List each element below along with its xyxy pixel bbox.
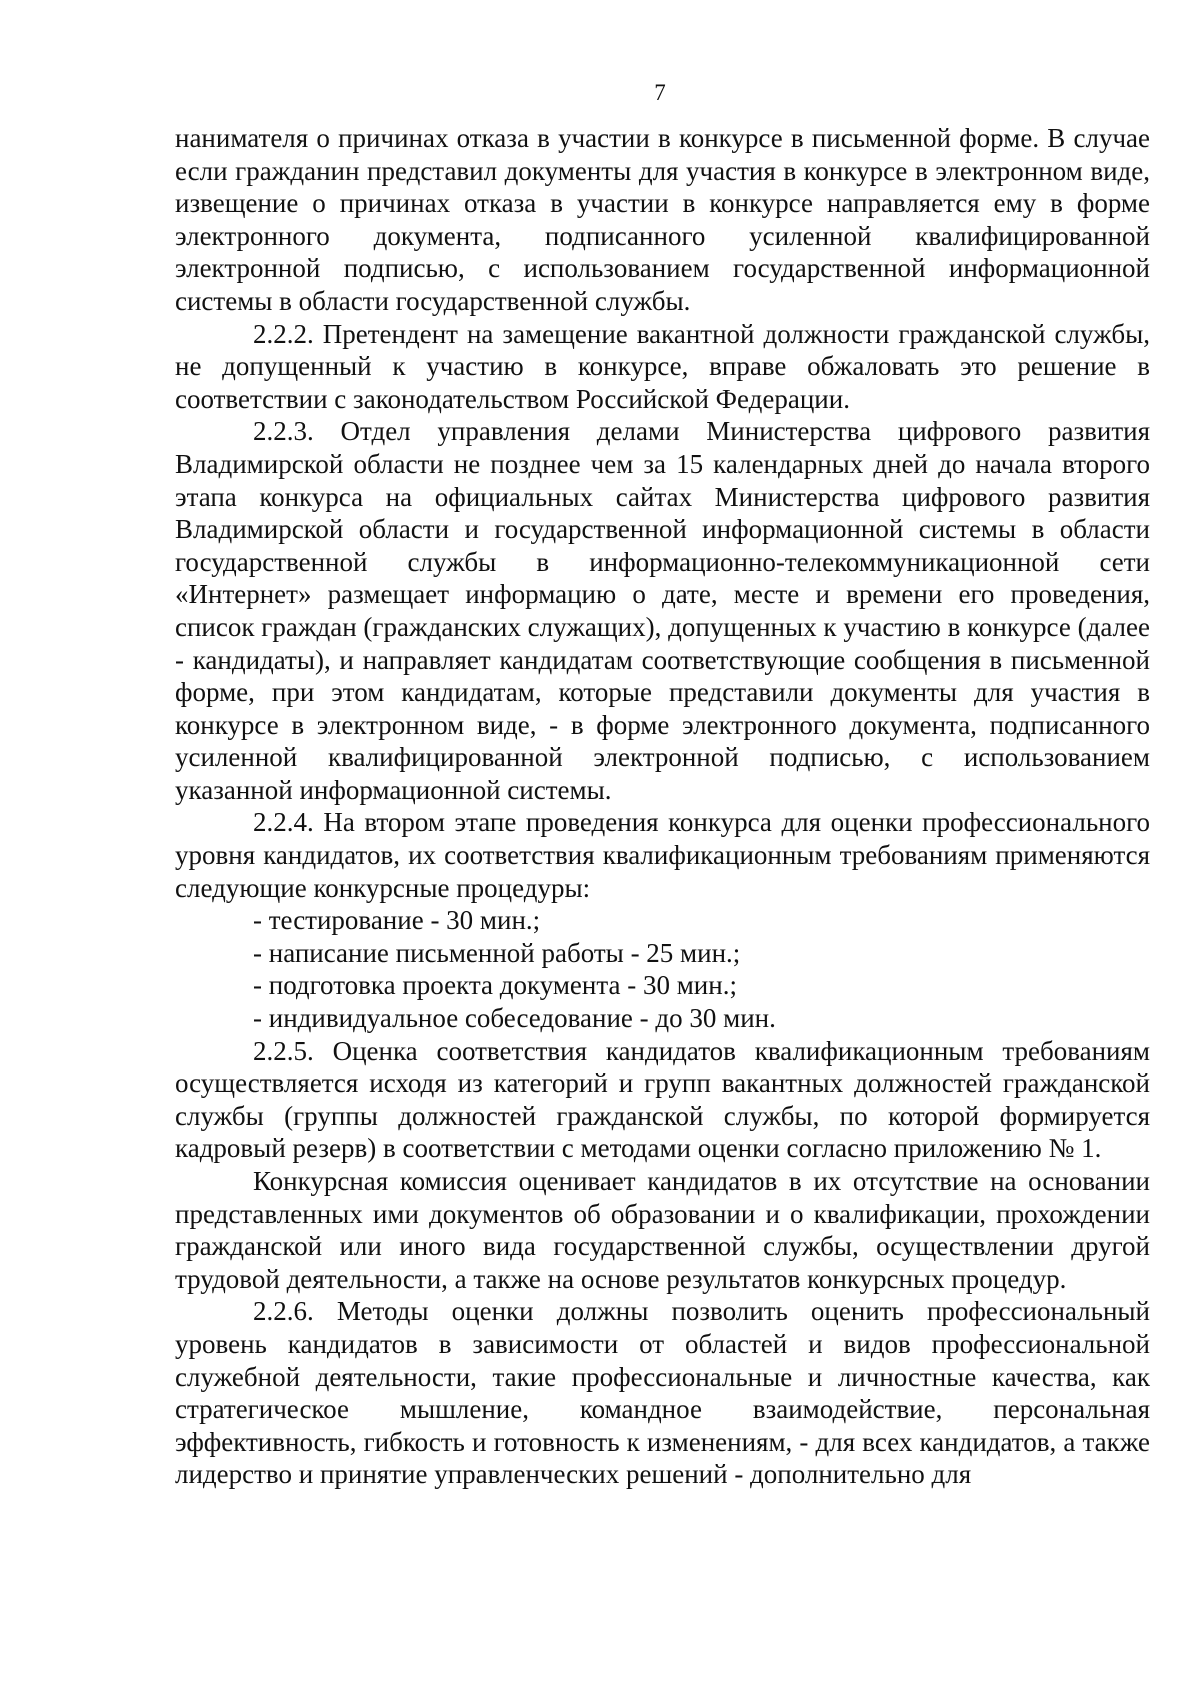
- list-item: - написание письменной работы - 25 мин.;: [253, 937, 741, 968]
- paragraph-2-2-4: 2.2.4. На втором этапе проведения конкурса для оценки профессионального уровня кандидатов, их соответствия квалификационным требованиям применяются следующие конкурсные процедуры:: [175, 807, 1150, 903]
- paragraph-2-2-3: 2.2.3. Отдел управления делами Министерства цифрового развития Владимирской области не позднее чем за 15 календарных дней до начала второго этапа конкурса на официальных сайтах Министерства цифрового развития Владимирской области и государственной информационной системы в области государственной службы в информационно-телекоммуникационной сети «Интернет» размещает информацию о дате, месте и времени его проведения, список граждан (гражданских служащих), допущенных к участию в конкурсе (далее - кандидаты), и направляет кандидатам соответствующие сообщения в письменной форме, при этом кандидатам, которые представили документы для участия в конкурсе в электронном виде, - в форме электронного документа, подписанного усиленной квалифицированной электронной подписью, с использованием указанной информационной системы.: [175, 416, 1150, 805]
- paragraph-2-2-5: 2.2.5. Оценка соответствия кандидатов квалификационным требованиям осуществляется исходя из категорий и групп вакантных должностей гражданской службы (группы должностей гражданской службы, по которой формируется кадровый резерв) в соответствии с методами оценки согласно приложению № 1.: [175, 1035, 1150, 1164]
- list-item: - подготовка проекта документа - 30 мин.;: [253, 970, 737, 1001]
- paragraph-2-2-6: 2.2.6. Методы оценки должны позволить оценить профессиональный уровень кандидатов в зависимости от областей и видов профессиональной служебной деятельности, такие профессиональные и личностные качества, как стратегическое мышление, командное взаимодействие, персональная эффективность, гибкость и готовность к изменениям, - для всех кандидатов, а также лидерство и принятие управленческих решений - дополнительно для: [175, 1296, 1150, 1490]
- page-number: 7: [654, 80, 666, 105]
- paragraph-continuation: нанимателя о причинах отказа в участии в конкурсе в письменной форме. В случае если гражданин представил документы для участия в конкурсе в электронном виде, извещение о причинах отказа в участии в конкурсе направляется ему в форме электронного документа, подписанного усиленной квалифицированной электронной подписью, с использованием государственной информационной системы в области государственной службы.: [175, 123, 1150, 316]
- paragraph-2-2-2: 2.2.2. Претендент на замещение вакантной должности гражданской службы, не допущенный к участию в конкурсе, вправе обжаловать это решение в соответствии с законодательством Российской Федерации.: [175, 318, 1150, 414]
- paragraph-commission: Конкурсная комиссия оценивает кандидатов в их отсутствие на основании представленных ими документов об образовании и о квалификации, прохождении гражданской или иного вида государственной службы, осуществлении другой трудовой деятельности, а также на основе результатов конкурсных процедур.: [175, 1166, 1150, 1294]
- list-item: - индивидуальное собеседование - до 30 мин.: [253, 1003, 776, 1034]
- procedures-list: [175, 904, 1150, 1034]
- list-item: - тестирование - 30 мин.;: [253, 905, 541, 936]
- document-body: [175, 122, 1150, 1491]
